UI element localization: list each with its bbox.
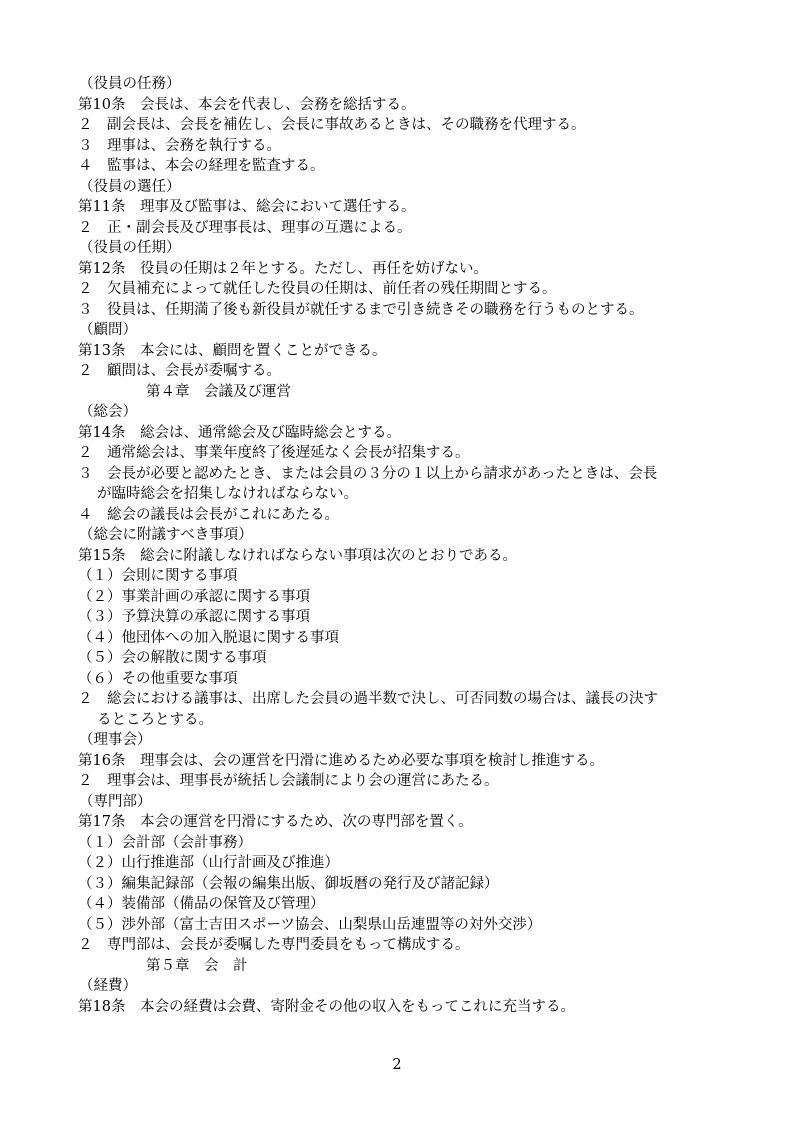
article-line: 第17条 本会の運営を円滑にするため、次の専門部を置く。 [78,814,473,830]
item-line: （１）会計部（会計事務） [78,834,252,851]
heading-line: （顧問） [79,322,137,338]
para-line: ２ 正・副会長及び理事長は、理事の互選による。 [78,219,412,236]
para-line: ２ 副会長は、会長を補佐し、会長に事故あるときは、その職務を代理する。 [78,117,586,133]
para-line: ２ 専門部は、会長が委嘱した専門委員をもって構成する。 [78,937,470,953]
heading-line: （役員の任期） [79,240,181,256]
document-body [0,74,794,1017]
para-line: ２ 欠員補充によって就任した役員の任期は、前任者の残任期間とする。 [78,281,557,297]
chapter-line: 第５章 会 計 [146,957,248,974]
para-line: ３ 理事は、会務を執行する。 [78,137,281,154]
item-line: （６）その他重要な事項 [78,670,238,687]
page-number: 2 [392,1057,402,1073]
heading-line: （総会に附議すべき事項） [79,527,253,543]
heading-line: （総会） [79,404,137,420]
article-line: 第14条 総会は、通常総会及び臨時総会とする。 [78,424,401,441]
para-line: ２ 理事会は、理事長が統括し会議制により会の運営にあたる。 [78,773,499,789]
item-line: （３）編集記録部（会報の編集出版、御坂暦の発行及び諸記録） [78,875,499,892]
para-line: ２ 顧問は、会長が委嘱する。 [78,363,281,379]
heading-line: （役員の選任） [79,178,181,195]
item-line: （５）会の解散に関する事項 [78,650,267,666]
article-line: 第16条 理事会は、会の運営を円滑に進めるため必要な事項を検討し推進する。 [78,752,604,769]
cont-line: が臨時総会を招集しなければならない。 [97,486,358,502]
article-line: 第18条 本会の経費は会費、寄附金その他の収入をもってこれに充当する。 [78,998,575,1015]
heading-line: （専門部） [79,793,152,810]
heading-line: （役員の任務） [79,76,181,92]
para-line: ３ 会長が必要と認めたとき、または会員の３分の１以上から請求があったときは、会長 [78,465,658,482]
heading-line: （理事会） [79,732,152,748]
heading-line: （経費） [79,978,137,994]
article-line: 第11条 理事及び監事は、総会において選任する。 [78,199,416,215]
item-line: （２）山行推進部（山行計画及び推進） [78,855,339,871]
article-line: 第15条 総会に附議しなければならない事項は次のとおりである。 [78,547,517,564]
para-line: ４ 総会の議長は会長がこれにあたる。 [78,506,339,523]
para-line: ２ 通常総会は、事業年度終了後遅延なく会長が招集する。 [78,445,470,461]
article-line: 第12条 役員の任期は２年とする。ただし、再任を妨げない。 [78,260,488,277]
item-line: （２）事業計画の承認に関する事項 [78,588,310,605]
item-line: （４）他団体への加入脱退に関する事項 [78,629,339,646]
cont-line: るところとする。 [97,711,213,728]
article-line: 第10条 会長は、本会を代表し、会務を総括する。 [78,96,416,113]
article-line: 第13条 本会には、顧問を置くことができる。 [78,342,387,359]
para-line: ２ 総会における議事は、出席した会員の過半数で決し、可否同数の場合は、議長の決す [78,691,658,707]
para-line: ３ 役員は、任期満了後も新役員が就任するまで引き続きその職務を行うものとする。 [78,301,644,318]
chapter-line: 第４章 会議及び運営 [146,383,291,400]
para-line: ４ 監事は、本会の経理を監査する。 [78,158,325,174]
item-line: （４）装備部（備品の保管及び管理） [78,896,325,912]
item-line: （３）予算決算の承認に関する事項 [78,609,310,625]
item-line: （１）会則に関する事項 [78,568,238,584]
item-line: （５）渉外部（富士吉田スポーツ協会、山梨県山岳連盟等の対外交渉） [78,916,542,933]
